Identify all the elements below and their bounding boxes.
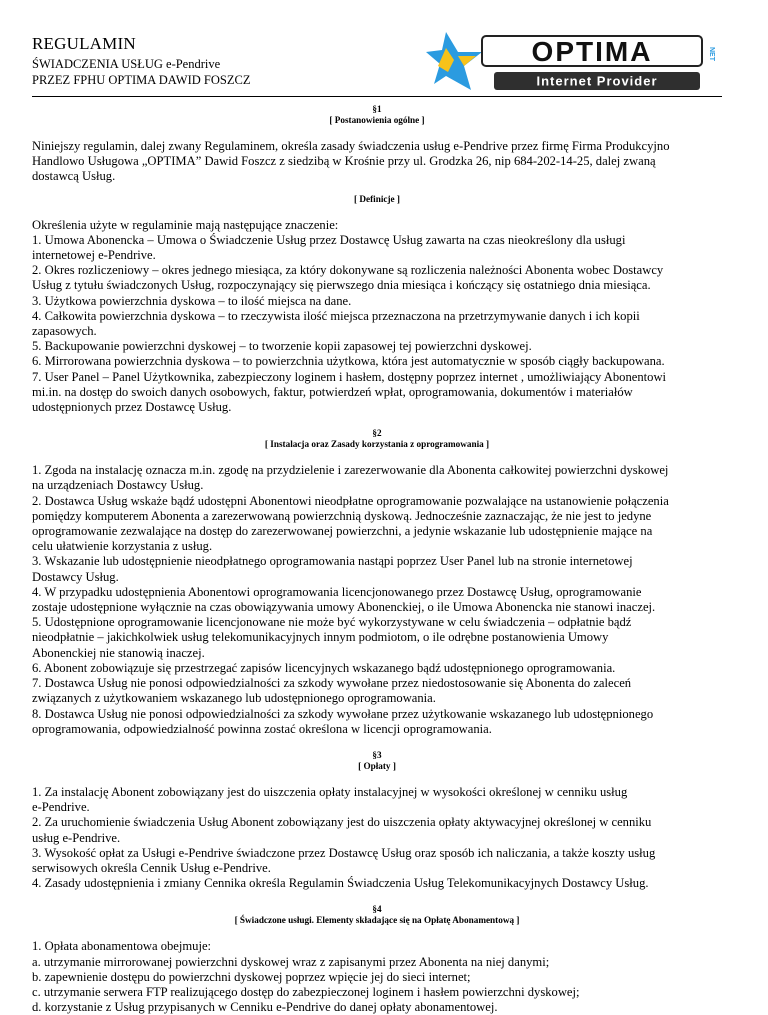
text-line: serwisowych określa Cennik Usług e-Pendrive.	[32, 860, 271, 875]
document-subtitle-line2: PRZEZ FPHU OPTIMA DAWID FOSZCZ	[32, 73, 251, 87]
text-line: oprogramowania, odpowiedzialność powinna zostać określona w licencji oprogramowania.	[32, 721, 492, 736]
text-line: oprogramowanie zezwalające na dostęp do zarezerwowanej powierzchni, a jedynie wskazanie lub udostępnienie mające na	[32, 524, 653, 539]
logo-net: NET	[708, 47, 715, 61]
definitions-list	[32, 218, 722, 416]
text-line: 1. Umowa Abonencka – Umowa o Świadczenie Usług przez Dostawcę Usług zawarta na czas nieokreślony dla usługi	[32, 232, 626, 247]
text-line: 4. W przypadku udostępnienia Abonentowi oprogramowania licencjonowanego przez Dostawcę Usług, oprogramowanie	[32, 584, 642, 599]
text-line: Handlowo Usługowa „OPTIMA” Dawid Foszcz z siedzibą w Krośnie przy ul. Grodzka 26, nip 684-202-14-25, dalej zwaną	[32, 154, 656, 169]
text-line: 2. Za uruchomienie świadczenia Usług Abonent zobowiązany jest do uiszczenia opłaty aktywacyjnej określonej w cenniku	[32, 815, 652, 830]
text-line: 8. Dostawca Usług nie ponosi odpowiedzialności za szkody wywołane przez użytkowanie wskazanego lub udostępnionego	[32, 706, 654, 721]
star-icon	[426, 32, 482, 90]
text-line: 4. Całkowita powierzchnia dyskowa – to rzeczywista ilość miejsca przeznaczona na przetrzymywanie danych i ich kopii	[32, 308, 640, 323]
logo-wordmark: OPTIMA	[531, 36, 653, 67]
section-4-body	[32, 939, 722, 1015]
section-3-heading: [ Opłaty ]	[358, 760, 396, 771]
text-line: 7. Dostawca Usług nie ponosi odpowiedzialności za szkody wywołane przez niedostosowanie się Abonenta do zaleceń	[32, 676, 632, 691]
text-line: 5. Udostępnione oprogramowanie licencjonowane nie może być wykorzystywane w celu świadczenia – odpłatnie bądź	[32, 615, 632, 630]
text-line: 6. Mirrorowana powierzchnia dyskowa – to powierzchnia użytkowa, która jest automatycznie w sposób ciągły backupowana.	[32, 354, 665, 369]
text-line: 1. Za instalację Abonent zobowiązany jest do uiszczenia opłaty instalacyjnej w wysokości określonej w cenniku usług	[32, 784, 628, 799]
text-line: Dostawcy Usług.	[32, 569, 119, 584]
definitions-heading: [ Definicje ]	[354, 193, 400, 204]
text-line: na urządzeniach Dostawcy Usług.	[32, 478, 204, 493]
text-line: pomiędzy komputerem Abonenta a zarezerwowaną powierzchnią dyskową. Jednocześnie zaznaczając, że nie jest to jedyne	[32, 508, 652, 523]
text-line: 2. Okres rozliczeniowy – okres jednego miesiąca, za który dokonywane są rozliczenia należności Abonenta wobec Dostawcy	[32, 263, 664, 278]
logo-tagline: Internet Provider	[536, 73, 658, 89]
section-1-heading: [ Postanowienia ogólne ]	[329, 115, 425, 125]
section-2-body	[32, 463, 722, 737]
document-header	[32, 30, 722, 97]
text-line: 3. Wskazanie lub udostępnienie nieodpłatnego oprogramowania nastąpi poprzez User Panel lub na stronie internetowej	[32, 554, 633, 569]
document-body	[32, 104, 722, 1015]
text-line: celu ułatwienie korzystania z usług.	[32, 539, 213, 554]
text-line: 3. Użytkowa powierzchnia dyskowa – to ilość miejsca na dane.	[32, 293, 352, 308]
text-line: 3. Wysokość opłat za Usługi e-Pendrive świadczone przez Dostawcę Usług oraz sposób ich naliczania, a także koszty usług	[32, 845, 656, 860]
document-subtitle-line1: ŚWIADCZENIA USŁUG e-Pendrive	[32, 57, 221, 71]
text-line: nieodpłatnie – jakichkolwiek usług telekomunikacyjnych innym podmiotom, o ile odrębne postanowienia Umowy	[32, 630, 609, 645]
text-line: 1. Opłata abonamentowa obejmuje:	[32, 939, 212, 954]
text-line: związanych z użytkowaniem wskazanego lub udostępnionego oprogramowania.	[32, 691, 436, 706]
text-line: a. utrzymanie mirrorowanej powierzchni dyskowej wraz z zapisanymi przez Abonenta na niej danymi;	[32, 954, 550, 969]
text-line: d. korzystanie z Usług przypisanych w Cenniku e-Pendrive do danej opłaty abonamentowej.	[32, 1000, 498, 1015]
text-line: 4. Zasady udostępnienia i zmiany Cennika określa Regulamin Świadczenia Usług Telekomunikacyjnych Dostawcy Usług.	[32, 876, 649, 891]
text-line: e-Pendrive.	[32, 800, 90, 815]
text-line: b. zapewnienie dostępu do powierzchni dyskowej poprzez wpięcie jej do sieci internet;	[32, 969, 471, 984]
text-line: Określenia użyte w regulaminie mają następujące znaczenie:	[32, 217, 339, 232]
text-line: Abonenckiej nie stanowią inaczej.	[32, 645, 205, 660]
document-title: REGULAMIN	[32, 34, 136, 53]
text-line: 1. Zgoda na instalację oznacza m.in. zgodę na przydzielenie i zarezerwowanie dla Abonenta całkowitej powierzchni dyskowej	[32, 463, 669, 478]
text-line: zostaje udostępnione wyłącznie na czas obowiązywania umowy Abonenckiej, o ile Umowa Abonencka nie stanowi inaczej.	[32, 600, 656, 615]
text-line: Usług z tytułu świadczonych Usług, rozpoczynający się pierwszego dnia miesiąca i kończący się ostatniego dnia miesiąca.	[32, 278, 651, 293]
text-line: Niniejszy regulamin, dalej zwany Regulaminem, określa zasady świadczenia usług e-Pendrive przez firmę Firma Produkcyjno	[32, 139, 670, 153]
section-2-heading: [ Instalacja oraz Zasady korzystania z oprogramowania ]	[264, 439, 490, 450]
text-line: udostępnionych przez Dostawcę Usług.	[32, 400, 232, 415]
text-line: dostawcą Usług.	[32, 169, 116, 184]
optima-logo	[424, 26, 724, 96]
section-4-number: §4	[372, 904, 382, 915]
section-1-number: §1	[372, 104, 382, 114]
section-3-number: §3	[372, 749, 382, 760]
section-1-intro	[32, 139, 722, 185]
section-3-body	[32, 785, 722, 891]
text-line: internetowej e-Pendrive.	[32, 248, 156, 263]
text-line: 7. User Panel – Panel Użytkownika, zabezpieczony loginem i hasłem, dostępny poprzez internet , umożliwiający Abonentowi	[32, 369, 667, 384]
text-line: 6. Abonent zobowiązuje się przestrzegać zapisów licencyjnych wskazanego bądź udostępnionego oprogramowania.	[32, 660, 616, 675]
text-line: mi.in. na dostęp do swoich danych osobowych, faktur, potwierdzeń wpłat, oprogramowania, dokumentów i materiałów	[32, 384, 633, 399]
text-line: 2. Dostawca Usług wskaże bądź udostępni Abonentowi nieodpłatne oprogramowanie pozwalające na ustanowienie połączenia	[32, 493, 669, 508]
section-4-heading: [ Świadczone usługi. Elementy składające się na Opłatę Abonamentową ]	[234, 915, 520, 926]
text-line: usług e-Pendrive.	[32, 830, 121, 845]
text-line: c. utrzymanie serwera FTP realizującego dostęp do zabezpieczonej loginem i hasłem powierzchni dyskowej;	[32, 984, 580, 999]
section-2-number: §2	[372, 428, 382, 439]
text-line: zapasowych.	[32, 324, 97, 339]
text-line: 5. Backupowanie powierzchni dyskowej – to tworzenie kopii zapasowej tej powierzchni dyskowej.	[32, 339, 532, 354]
